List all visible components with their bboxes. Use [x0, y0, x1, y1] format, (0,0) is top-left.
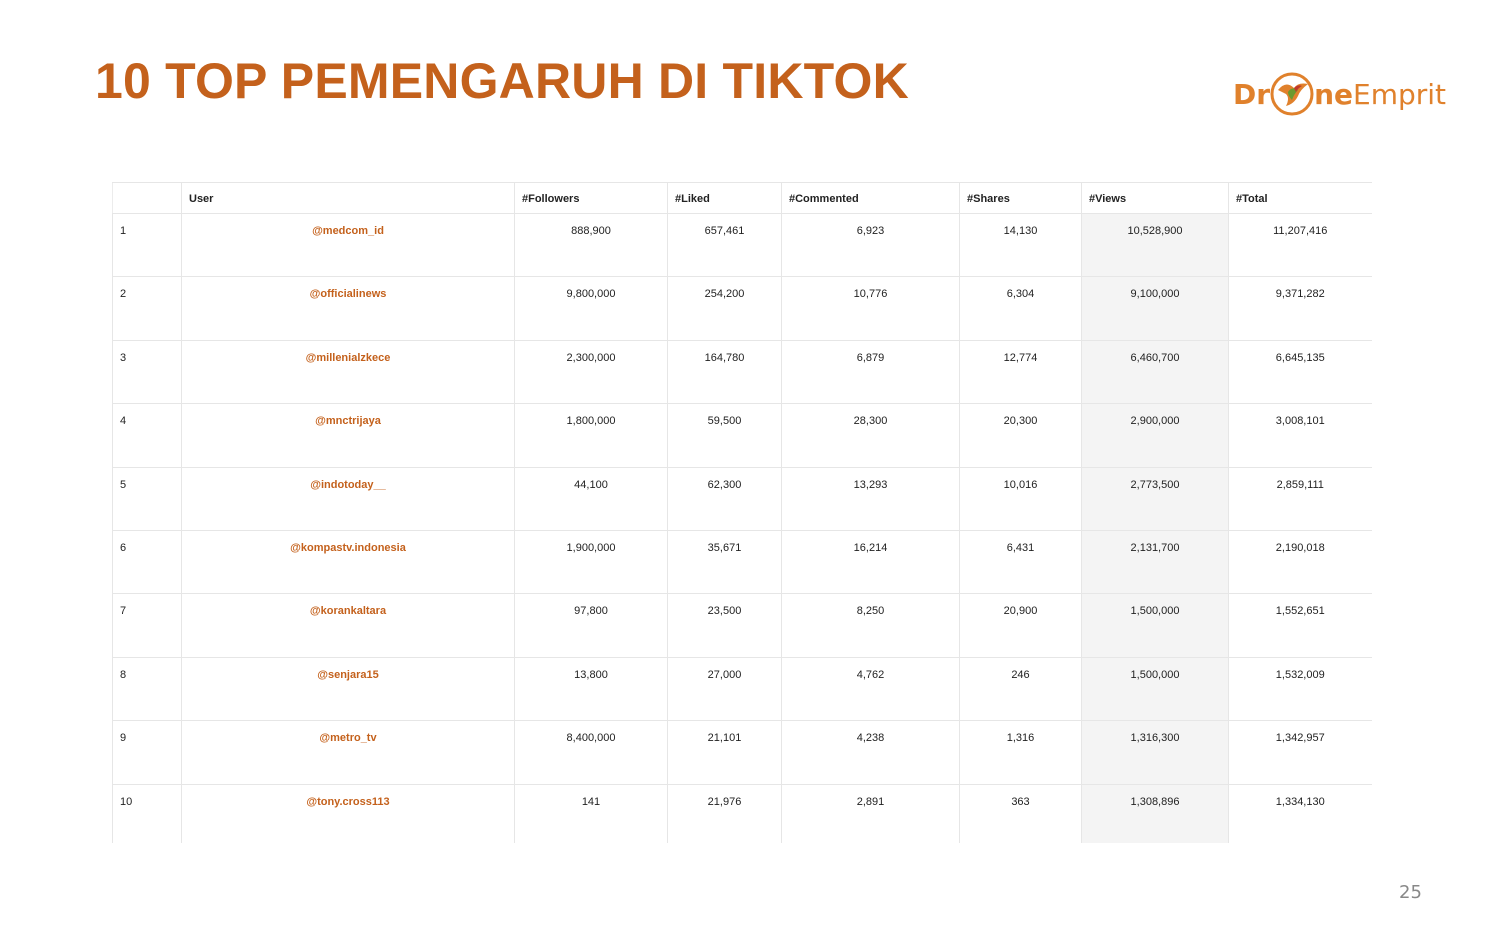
- rank-cell: 4: [113, 404, 182, 467]
- total-cell: 1,334,130: [1229, 784, 1372, 843]
- shares-cell: 363: [960, 784, 1082, 843]
- table-row: [113, 721, 1372, 784]
- logo-text-ne: ne: [1314, 77, 1353, 111]
- table-row: [113, 340, 1372, 403]
- liked-cell: 657,461: [668, 214, 782, 277]
- shares-cell: 6,304: [960, 277, 1082, 340]
- total-cell: 1,532,009: [1229, 657, 1372, 720]
- user-cell[interactable]: @mnctrijaya: [182, 404, 515, 467]
- rank-cell: 8: [113, 657, 182, 720]
- user-cell[interactable]: @tony.cross113: [182, 784, 515, 843]
- logo-text-dr: Dr: [1233, 77, 1271, 111]
- total-cell: 6,645,135: [1229, 340, 1372, 403]
- total-header: #Total: [1229, 183, 1372, 214]
- table-row: [113, 594, 1372, 657]
- rank-cell: 2: [113, 277, 182, 340]
- views-cell: 2,900,000: [1082, 404, 1229, 467]
- liked-cell: 164,780: [668, 340, 782, 403]
- liked-cell: 254,200: [668, 277, 782, 340]
- commented-cell: 10,776: [782, 277, 960, 340]
- table-row: [113, 404, 1372, 467]
- followers-cell: 9,800,000: [515, 277, 668, 340]
- logo-text-emprit: Emprit: [1353, 77, 1447, 111]
- views-cell: 1,316,300: [1082, 721, 1229, 784]
- rank-cell: 9: [113, 721, 182, 784]
- table-row: [113, 467, 1372, 530]
- liked-header: #Liked: [668, 183, 782, 214]
- followers-cell: 13,800: [515, 657, 668, 720]
- shares-cell: 20,300: [960, 404, 1082, 467]
- views-cell: 10,528,900: [1082, 214, 1229, 277]
- shares-cell: 1,316: [960, 721, 1082, 784]
- liked-cell: 62,300: [668, 467, 782, 530]
- views-cell: 9,100,000: [1082, 277, 1229, 340]
- table-row: [113, 277, 1372, 340]
- table-body: [113, 214, 1372, 844]
- user-cell[interactable]: @officialinews: [182, 277, 515, 340]
- followers-cell: 97,800: [515, 594, 668, 657]
- shares-cell: 10,016: [960, 467, 1082, 530]
- user-cell[interactable]: @medcom_id: [182, 214, 515, 277]
- slide-title: 10 TOP PEMENGARUH DI TIKTOK: [95, 53, 909, 109]
- shares-cell: 14,130: [960, 214, 1082, 277]
- views-cell: 1,500,000: [1082, 594, 1229, 657]
- table-row: [113, 784, 1372, 843]
- liked-cell: 23,500: [668, 594, 782, 657]
- rank-header: [113, 183, 182, 214]
- table-row: [113, 214, 1372, 277]
- table-row: [113, 657, 1372, 720]
- user-cell[interactable]: @korankaltara: [182, 594, 515, 657]
- total-cell: 3,008,101: [1229, 404, 1372, 467]
- commented-cell: 4,762: [782, 657, 960, 720]
- drone-emprit-logo: [1233, 66, 1446, 122]
- commented-cell: 28,300: [782, 404, 960, 467]
- followers-cell: 44,100: [515, 467, 668, 530]
- views-cell: 1,500,000: [1082, 657, 1229, 720]
- user-cell[interactable]: @kompastv.indonesia: [182, 530, 515, 593]
- commented-cell: 8,250: [782, 594, 960, 657]
- followers-cell: 8,400,000: [515, 721, 668, 784]
- shares-cell: 6,431: [960, 530, 1082, 593]
- influencer-table: [112, 182, 1372, 843]
- commented-header: #Commented: [782, 183, 960, 214]
- liked-cell: 21,976: [668, 784, 782, 843]
- followers-cell: 888,900: [515, 214, 668, 277]
- liked-cell: 27,000: [668, 657, 782, 720]
- commented-cell: 13,293: [782, 467, 960, 530]
- rank-cell: 6: [113, 530, 182, 593]
- table-header-row: [113, 183, 1372, 214]
- rank-cell: 5: [113, 467, 182, 530]
- rank-cell: 3: [113, 340, 182, 403]
- followers-cell: 1,900,000: [515, 530, 668, 593]
- total-cell: 11,207,416: [1229, 214, 1372, 277]
- views-cell: 6,460,700: [1082, 340, 1229, 403]
- page-number: 25: [1399, 882, 1422, 903]
- followers-cell: 2,300,000: [515, 340, 668, 403]
- shares-cell: 20,900: [960, 594, 1082, 657]
- followers-header: #Followers: [515, 183, 668, 214]
- rank-cell: 10: [113, 784, 182, 843]
- rank-cell: 1: [113, 214, 182, 277]
- shares-header: #Shares: [960, 183, 1082, 214]
- user-cell[interactable]: @millenialzkece: [182, 340, 515, 403]
- views-cell: 2,131,700: [1082, 530, 1229, 593]
- drone-bird-icon: [1268, 70, 1316, 118]
- liked-cell: 59,500: [668, 404, 782, 467]
- commented-cell: 2,891: [782, 784, 960, 843]
- commented-cell: 6,879: [782, 340, 960, 403]
- commented-cell: 6,923: [782, 214, 960, 277]
- shares-cell: 246: [960, 657, 1082, 720]
- total-cell: 1,552,651: [1229, 594, 1372, 657]
- total-cell: 9,371,282: [1229, 277, 1372, 340]
- total-cell: 2,859,111: [1229, 467, 1372, 530]
- user-header: User: [182, 183, 515, 214]
- commented-cell: 4,238: [782, 721, 960, 784]
- commented-cell: 16,214: [782, 530, 960, 593]
- views-cell: 2,773,500: [1082, 467, 1229, 530]
- user-cell[interactable]: @senjara15: [182, 657, 515, 720]
- table-row: [113, 530, 1372, 593]
- followers-cell: 141: [515, 784, 668, 843]
- liked-cell: 35,671: [668, 530, 782, 593]
- views-cell: 1,308,896: [1082, 784, 1229, 843]
- views-header: #Views: [1082, 183, 1229, 214]
- user-cell[interactable]: @indotoday__: [182, 467, 515, 530]
- liked-cell: 21,101: [668, 721, 782, 784]
- rank-cell: 7: [113, 594, 182, 657]
- user-cell[interactable]: @metro_tv: [182, 721, 515, 784]
- total-cell: 1,342,957: [1229, 721, 1372, 784]
- followers-cell: 1,800,000: [515, 404, 668, 467]
- total-cell: 2,190,018: [1229, 530, 1372, 593]
- shares-cell: 12,774: [960, 340, 1082, 403]
